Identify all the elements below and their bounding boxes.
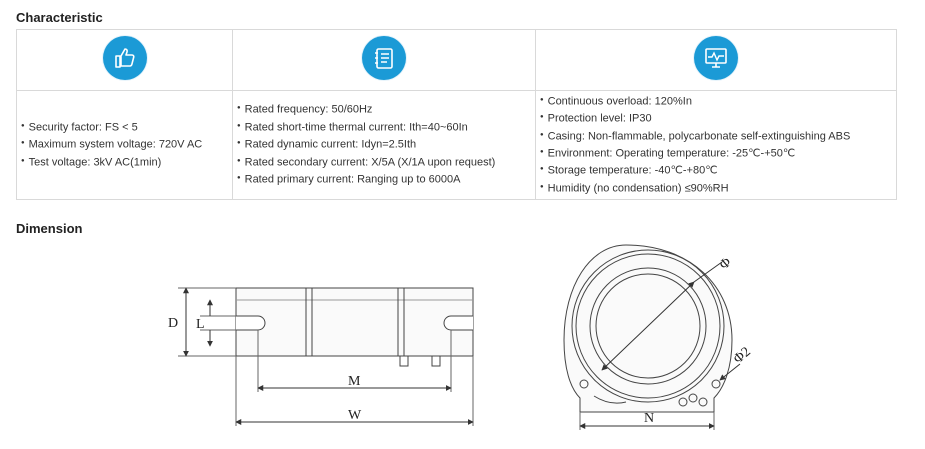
spec-item: ● Security factor: FS < 5 xyxy=(21,119,232,136)
spec-item: ● Protection level: IP30 xyxy=(540,110,896,127)
label-phi2: Φ2 xyxy=(730,344,754,368)
dimension-heading: Dimension xyxy=(16,221,83,236)
spec-item: ● Test voltage: 3kV AC(1min) xyxy=(21,154,232,171)
spec-item: ● Rated short-time thermal current: Ith=40~60In xyxy=(237,119,535,136)
label-w: W xyxy=(348,408,362,423)
side-view xyxy=(178,288,473,426)
spec-item: ● Rated frequency: 50/60Hz xyxy=(237,101,535,118)
label-l: L xyxy=(196,317,205,332)
spec-item: ● Casing: Non-flammable, polycarbonate self-extinguishing ABS xyxy=(540,128,896,145)
spec-item: ● Rated primary current: Ranging up to 6000A xyxy=(237,171,535,188)
spec-item: ● Continuous overload: 120%In xyxy=(540,93,896,110)
label-n: N xyxy=(644,411,655,426)
spec-item: ● Rated secondary current: X/5A (X/1A upon request) xyxy=(237,154,535,171)
label-d: D xyxy=(168,316,179,331)
characteristic-heading: Characteristic xyxy=(16,10,103,25)
spec-item: ● Storage temperature: -40℃-+80℃ xyxy=(540,162,896,179)
spec-item: ● Maximum system voltage: 720V AC xyxy=(21,136,232,153)
spec-item: ● Environment: Operating temperature: -25℃-+50℃ xyxy=(540,145,896,162)
label-m: M xyxy=(348,374,361,389)
spec-item: ● Humidity (no condensation) ≤90%RH xyxy=(540,180,896,197)
spec-item: ● Rated dynamic current: Idyn=2.5Ith xyxy=(237,136,535,153)
label-phi: Φ xyxy=(716,254,735,274)
